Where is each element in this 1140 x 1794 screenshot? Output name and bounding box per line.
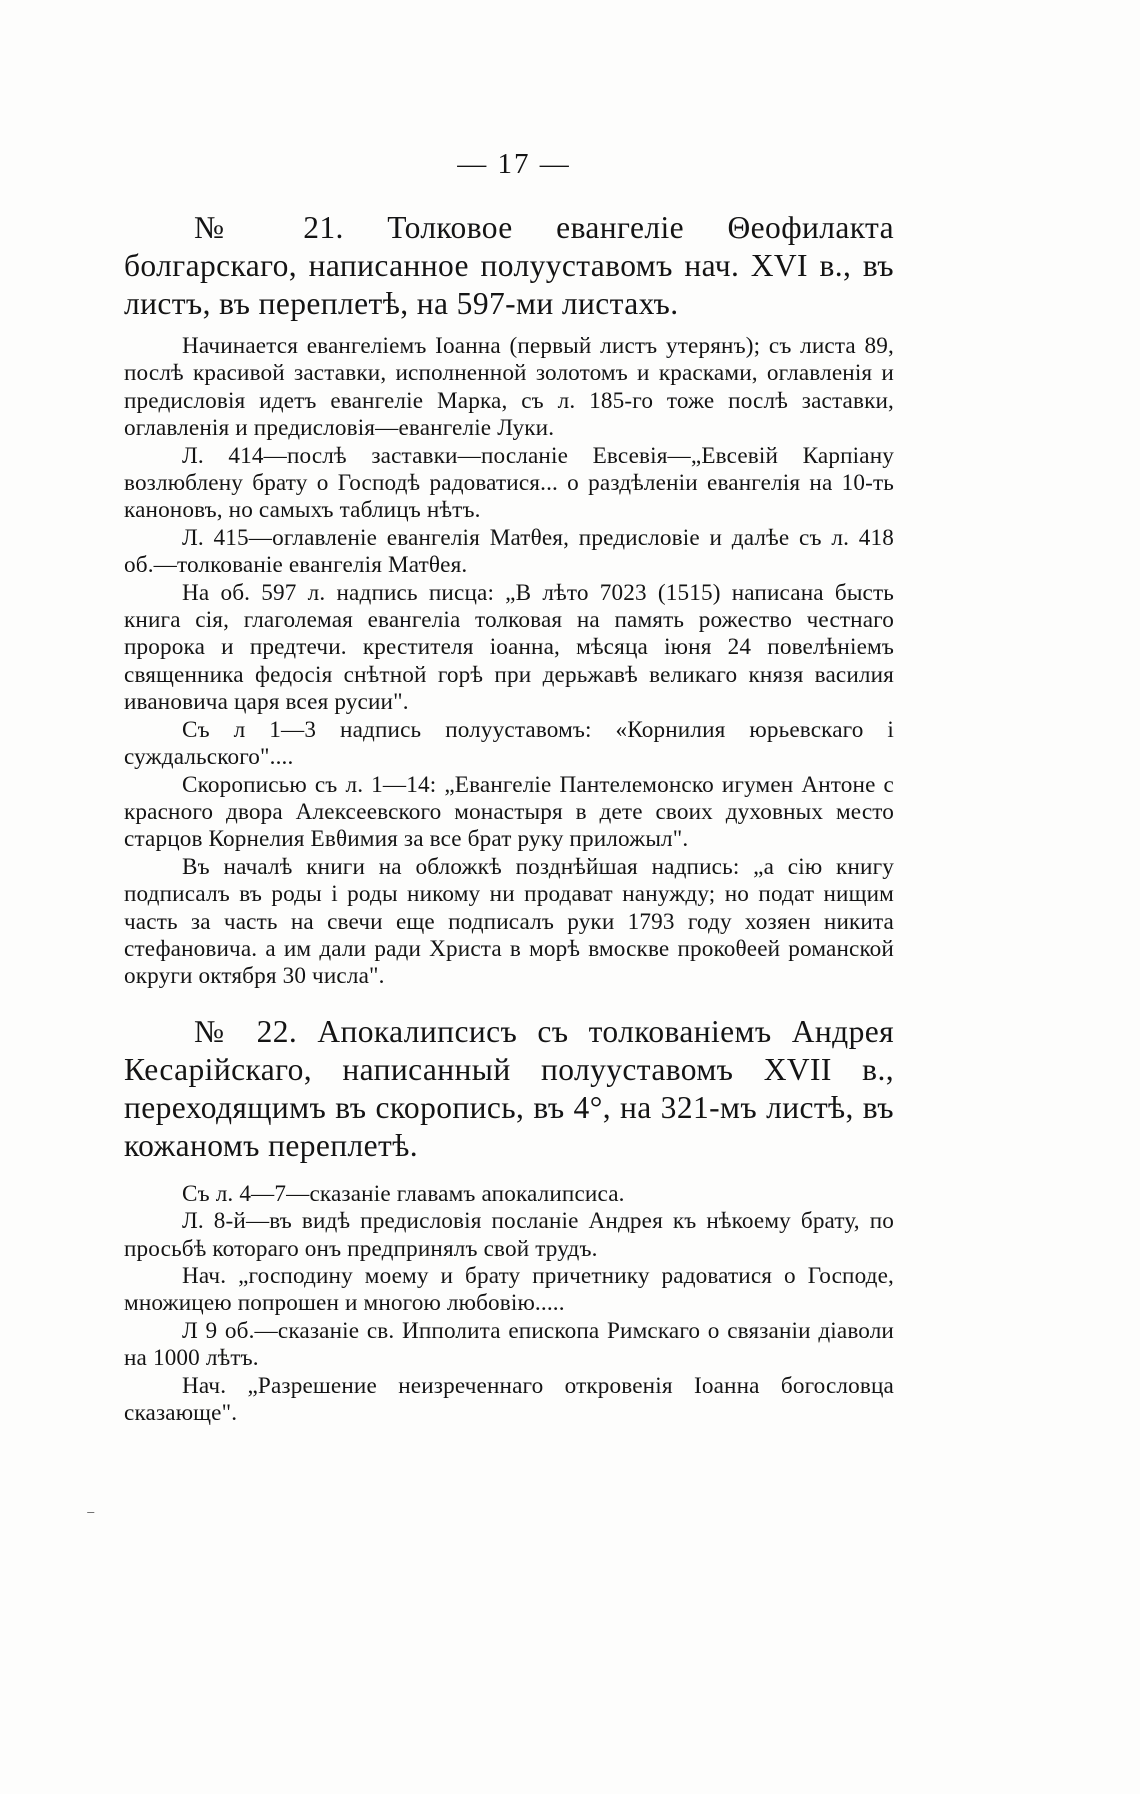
entry-22-paragraph: Л. 8-й—въ видѣ предисловія посланіе Андрея къ нѣкоему брату, по просьбѣ котораго онъ предпринялъ свой трудъ. — [124, 1208, 894, 1262]
entry-22 — [124, 1013, 894, 1428]
entry-21-heading: № 21. Толковое евангеліе Θеофилакта болгарскаго, написанное полууставомъ нач. XVI в., въ листъ, въ переплетѣ, на 597-ми листахъ. — [124, 210, 894, 321]
entry-22-paragraph: Съ л. 4—7—сказаніе главамъ апокалипсиса. — [182, 1180, 625, 1207]
entry-21-paragraph: Съ л 1—3 надпись полууставомъ: «Корнилия юрьевскаго і суждальского".... — [124, 716, 894, 771]
entry-22-heading: № 22. Апокалипсисъ съ толкованіемъ Андрея Кесарійскаго, написанный полууставомъ XVII в., переходящимъ въ скоропись, въ 4°, на 321-мъ листѣ, въ кожаномъ переплетѣ. — [124, 1013, 894, 1163]
entry-21 — [124, 209, 894, 991]
entry-21-paragraph: Начинается евангеліемъ Іоанна (первый листъ утерянъ); съ листа 89, послѣ красивой заставки, исполненной золотомъ и красками, оглавленія и предисловія идетъ евангеліе Марка, съ л. 185-го тоже послѣ заставки, оглавленія и предисловія—евангеліе Луки. — [124, 333, 894, 442]
document-page — [124, 148, 894, 1427]
entry-21-paragraph: Скорописью съ л. 1—14: „Евангеліе Пантелемонско игумен Антоне с красного двора Алексеевского монастыря в дете своих духовных место старцов Корнелия Евθимия за все брат руку приложыл". — [124, 771, 894, 853]
stray-ink-mark: ⁻ — [86, 1506, 96, 1526]
entry-22-paragraph: Л 9 об.—сказаніе св. Ипполита епископа Римскаго о связаніи діаволи на 1000 лѣтъ. — [124, 1317, 894, 1372]
entry-21-paragraph: Л. 414—послѣ заставки—посланіе Евсевія—„Евсевій Карпіану возлюблену брату о Господѣ радоватися... о раздѣленіи евангелія на 10-ть каноновъ, но самыхъ таблицъ нѣтъ. — [124, 442, 894, 524]
entry-22-paragraph: Нач. „Разрешение неизреченнаго откровенія Іоанна богословца сказающе". — [124, 1372, 894, 1426]
entry-21-paragraph: На об. 597 л. надпись писца: „В лѣто 7023 (1515) написана бысть книга сія, глаголемая евангеліа толковая на память рожество честнаго пророка и предтечи. крестителя іоанна, мѣсяца іюня 24 повелѣніемъ священника федосія снѣтной горѣ при дерьжавѣ великаго князя василия ивановича царя всея русии". — [124, 579, 894, 716]
page-number: — 17 — — [457, 148, 571, 180]
entry-22-paragraph: Нач. „господину моему и брату причетнику радоватися о Господе, множицею попрошен и многою любовію..... — [124, 1262, 894, 1317]
entry-21-paragraph: Л. 415—оглавленіе евангелія Матθея, предисловіе и далѣе съ л. 418 об.—толкованіе евангелія Матθея. — [124, 524, 894, 579]
entry-21-paragraph: Въ началѣ книги на обложкѣ позднѣйшая надпись: „а сію книгу подписалъ въ роды і роды никому ни продават нанужду; но подат нищим часть за часть на свечи еще подписалъ руки 1793 году хозяен никита стефановича. а им дали ради Христа в морѣ вмоскве прокоθеей романской округи октября 30 числа". — [124, 853, 894, 990]
